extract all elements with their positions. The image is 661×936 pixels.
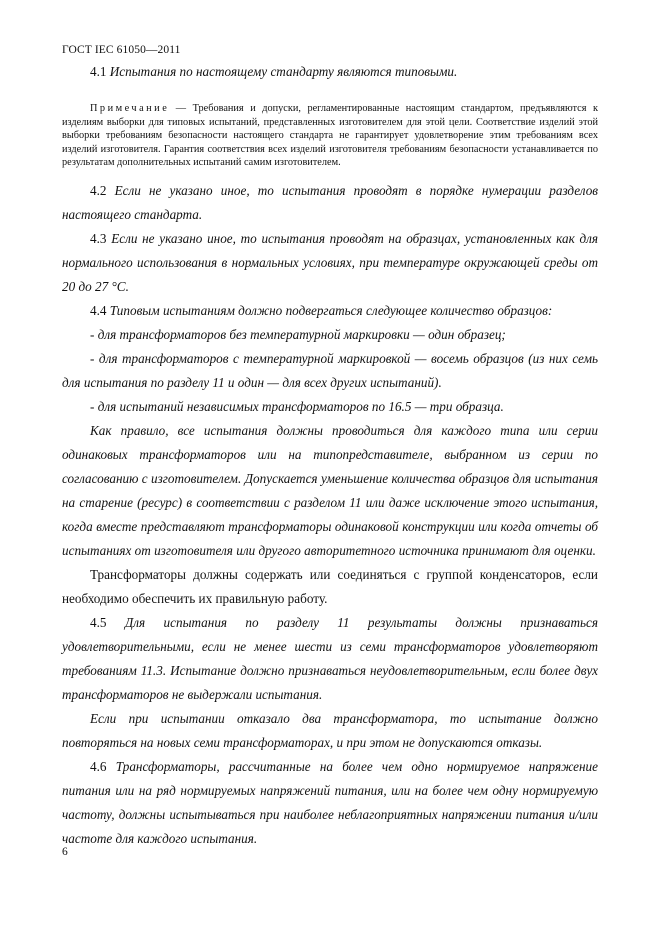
paragraph-general-rule: Как правило, все испытания должны проводиться для каждого типа или серии одинаковых трансформаторов или на типопредставителе, выбранном из серии по согласованию с изготовителем. Допускается уменьшение количества образцов для испытания на старение (ресурс) в соответствии с разделом 11 или даже исключение этого испытания, когда вместе представляют трансформаторы одинаковой конструкции или когда отчеты об испытаниях от изготовителя или другого авторитетного источника принимают для оценки.: [62, 422, 598, 558]
clause-number: 4.2: [90, 182, 107, 198]
list-item-independent: - для испытаний независимых трансформаторов по 16.5 — три образца.: [90, 398, 504, 414]
clause-4-1: [62, 60, 598, 84]
clause-4-4: [62, 299, 598, 323]
clause-text: Типовым испытаниям должно подвергаться следующее количество образцов:: [109, 302, 553, 318]
list-item-with-marking: - для трансформаторов с температурной маркировкой — восемь образцов (из них семь для испытания по разделу 11 и один — для всех других испытаний).: [62, 350, 598, 390]
document-header: ГОСТ IEC 61050—2011: [62, 44, 181, 56]
note-text: — Требования и допуски, регламентированные настоящим стандартом, предъявляются к изделиям выборки для типовых испытаний, представленных изготовителем для этой цели. Соответствие изделий этой выборки требованиям безопасности настоящего стандарта не гарантирует удовлетворение этим требованиям всех изделий изготовителя. Гарантия соответствия всех изделий изготовителя требованиям безопасности устанавливается по результатам дополнительных испытаний самим изготовителем.: [62, 103, 598, 169]
paragraph-retest: Если при испытании отказало два трансформатора, то испытание должно повторяться на новых семи трансформаторах, и при этом не допускаются отказы.: [62, 710, 598, 750]
clause-number: 4.5: [90, 614, 107, 630]
page-body: [62, 60, 598, 851]
clause-4-5: [62, 611, 598, 707]
clause-4-2: [62, 179, 598, 227]
clause-number: 4.4: [90, 302, 107, 318]
clause-text: Испытания по настоящему стандарту являются типовыми.: [109, 64, 458, 79]
clause-4-6: [62, 755, 598, 851]
list-item-no-marking: - для трансформаторов без температурной маркировки — один образец;: [90, 326, 506, 342]
note-label: Примечание: [90, 103, 170, 114]
clause-text: Если не указано иное, то испытания проводят на образцах, установленных как для нормального использования в нормальных условиях, при температуре окружающей среды от 20 до 27 °С.: [62, 230, 598, 294]
note-block: [62, 102, 598, 170]
page-number: 6: [62, 846, 68, 858]
clause-number: 4.3: [90, 230, 107, 246]
clause-text: Трансформаторы, рассчитанные на более чем одно нормируемое напряжение питания или на ряд нормируемых напряжений питания, или на более чем одну нормируемую частоту, должны испытываться при наиболее неблагоприятных напряжении питания и/или частоте для каждого испытания.: [62, 758, 599, 846]
clause-text: Для испытания по разделу 11 результаты должны признаваться удовлетворительными, если не менее шести из семи трансформаторов удовлетворяют требованиям 11.3. Испытание должно признаваться неудовлетворительным, если более двух трансформаторов не выдержали испытания.: [62, 614, 599, 702]
clause-number: 4.1: [90, 64, 107, 79]
clause-number: 4.6: [90, 758, 107, 774]
paragraph-capacitors: Трансформаторы должны содержать или соединяться с группой конденсаторов, если необходимо обеспечить их правильную работу.: [62, 566, 598, 606]
clause-text: Если не указано иное, то испытания проводят в порядке нумерации разделов настоящего стандарта.: [62, 182, 599, 222]
clause-4-3: [62, 227, 598, 299]
